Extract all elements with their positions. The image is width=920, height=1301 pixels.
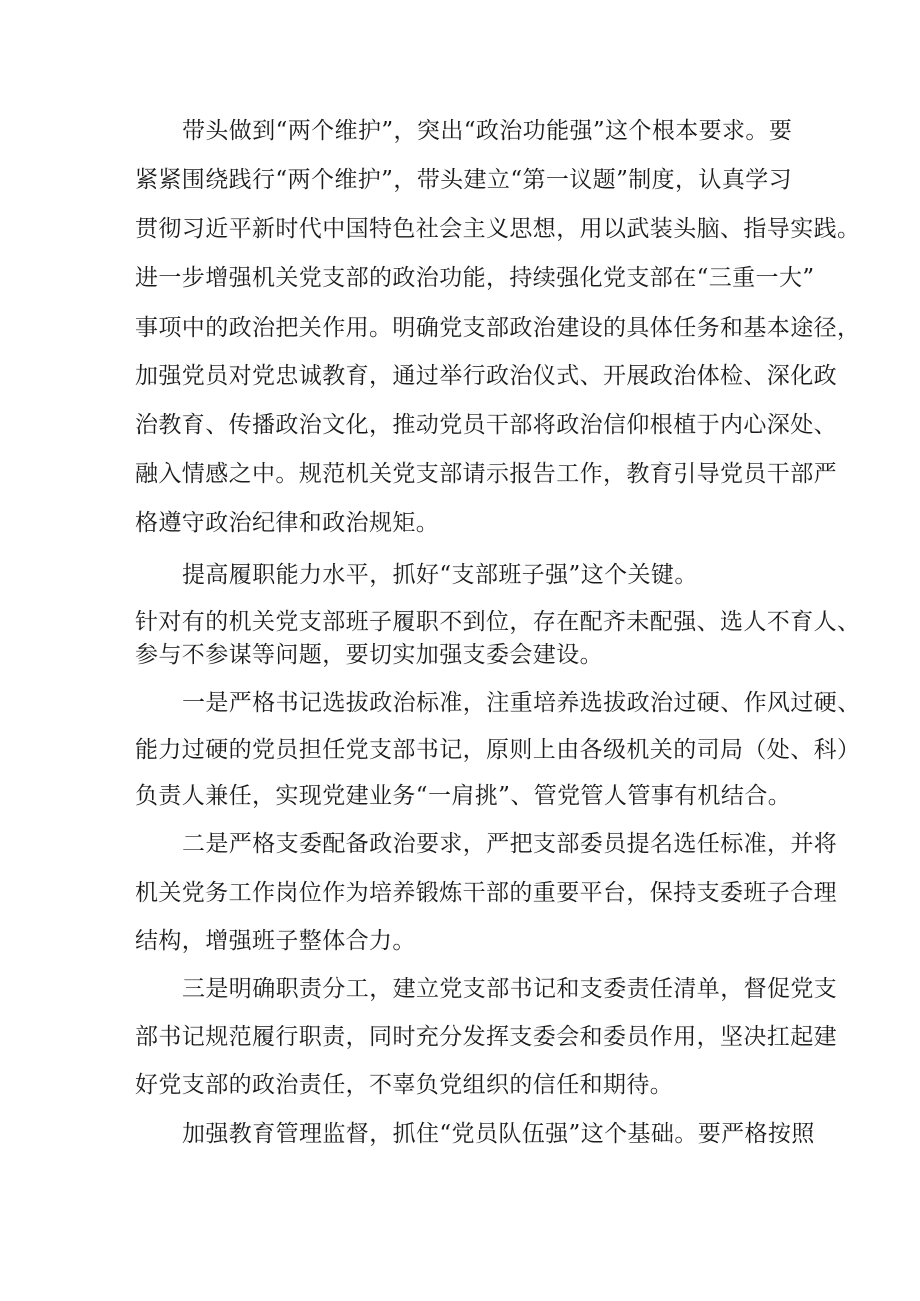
text-line: 格遵守政治纪律和政治规矩。 [135, 510, 440, 536]
text-line: 贯彻习近平新时代中国特色社会主义思想，用以武装头脑、指导实践。 [135, 216, 861, 242]
text-line: 部书记规范履行职责，同时充分发挥支委会和委员作用，坚决扛起建 [135, 1024, 837, 1050]
text-line: 能力过硬的党员担任党支部书记，原则上由各级机关的司局（处、科） [135, 737, 861, 763]
text-line: 加强教育管理监督，抓住“党员队伍强”这个基础。要严格按照 [182, 1121, 815, 1147]
text-line: 针对有的机关党支部班子履职不到位，存在配齐未配强、选人不育人、 [135, 609, 861, 635]
text-line: 结构，增强班子整体合力。 [135, 928, 416, 954]
text-line: 三是明确职责分工，建立党支部书记和支委责任清单，督促党支 [182, 976, 838, 1002]
text-line: 二是严格支委配备政治要求，严把支部委员提名选任标准，并将 [182, 831, 838, 857]
text-line: 加强党员对党忠诚教育，通过举行政治仪式、开展政治体检、深化政 [135, 363, 837, 389]
text-line: 紧紧围绕践行“两个维护”，带头建立“第一议题”制度，认真学习 [135, 167, 793, 193]
text-line: 好党支部的政治责任，不辜负党组织的信任和期待。 [135, 1072, 674, 1098]
text-line: 事项中的政治把关作用。明确党支部政治建设的具体任务和基本途径， [135, 315, 861, 341]
text-line: 进一步增强机关党支部的政治功能，持续强化党支部在“三重一大” [135, 265, 815, 291]
text-line: 负责人兼任，实现党建业务“一肩挑”、管党管人管事有机结合。 [135, 783, 792, 809]
text-line: 一是严格书记选拔政治标准，注重培养选拔政治过硬、作风过硬、 [182, 690, 861, 716]
text-line: 带头做到“两个维护”，突出“政治功能强”这个根本要求。要 [182, 118, 793, 144]
text-line: 机关党务工作岗位作为培养锻炼干部的重要平台，保持支委班子合理 [135, 880, 837, 906]
text-line: 融入情感之中。规范机关党支部请示报告工作，教育引导党员干部严 [135, 461, 837, 487]
text-line: 参与不参谋等问题，要切实加强支委会建设。 [135, 642, 603, 668]
text-line: 治教育、传播政治文化，推动党员干部将政治信仰根植于内心深处、 [135, 412, 837, 438]
text-line: 提高履职能力水平，抓好“支部班子强”这个关键。 [182, 562, 698, 588]
